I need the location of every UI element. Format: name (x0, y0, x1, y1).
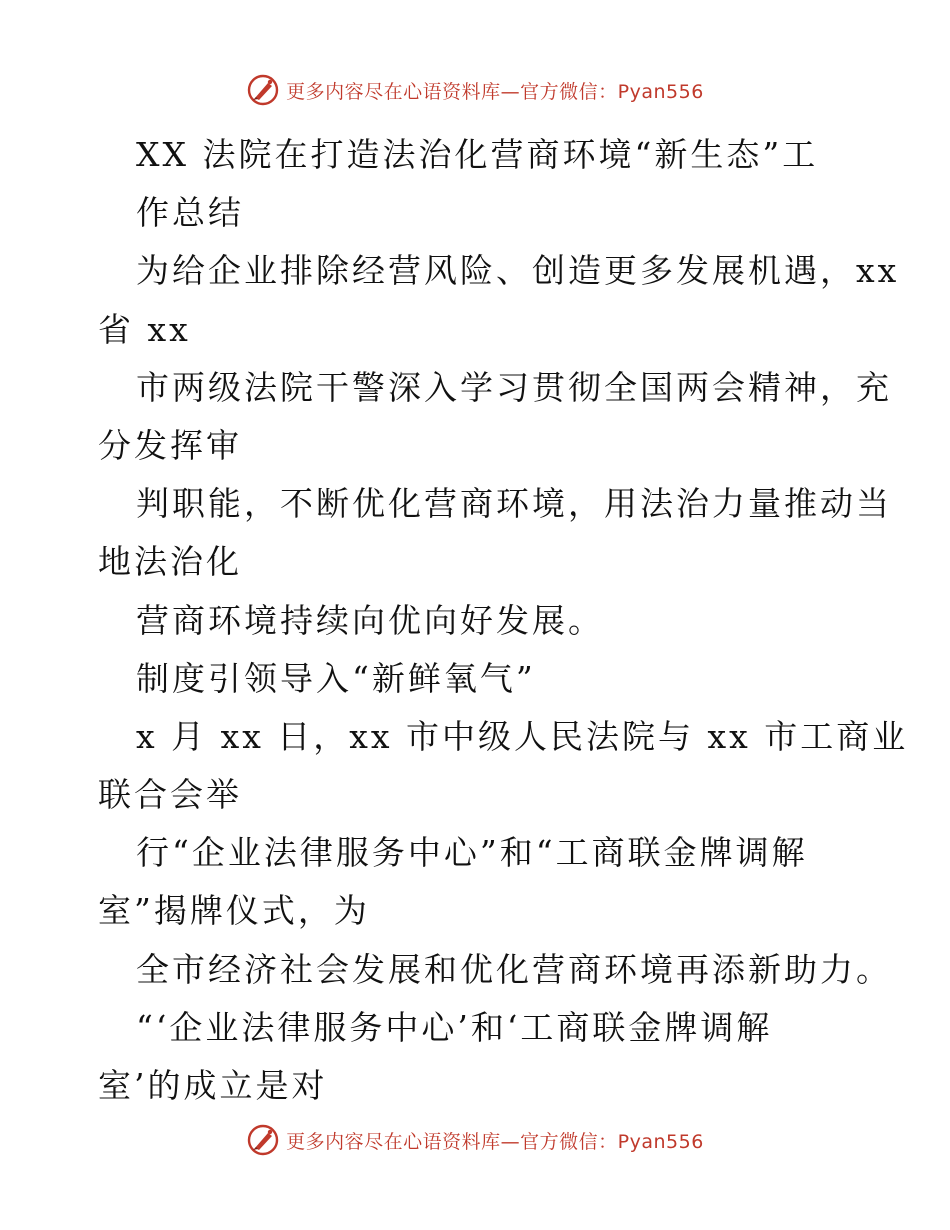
footer-banner (0, 1120, 950, 1160)
paragraph-line: 判职能，不断优化营商环境，用法治力量推动当 (136, 484, 892, 524)
title-line-1: XX 法院在打造法治化营商环境“新生态”工 (136, 135, 819, 174)
banner-text: 更多内容尽在心语资料库—官方微信：Pyan556 (286, 80, 704, 103)
paragraph-line: 为给企业排除经营风险、创造更多发展机遇，xx (136, 251, 900, 291)
paragraph-line: 分发挥审 (98, 425, 242, 465)
header-banner (0, 70, 950, 110)
paragraph-line: 营商环境持续向优向好发展。 (136, 600, 604, 640)
paragraph-line: 室’的成立是对 (98, 1066, 328, 1105)
paragraph-line: “‘企业法律服务中心’和‘工商联金牌调解 (136, 1007, 773, 1047)
title-line-2: 作总结 (136, 193, 244, 233)
paragraph-line: 行“企业法律服务中心”和“工商联金牌调解 (136, 833, 808, 873)
paragraph-line: 市两级法院干警深入学习贯彻全国两会精神，充 (136, 367, 892, 407)
pen-logo-icon (246, 1123, 280, 1157)
paragraph-line: x 月 xx 日，xx 市中级人民法院与 xx 市工商业 (136, 716, 909, 756)
document-body (98, 126, 909, 1115)
paragraph-line: 室”揭牌仪式，为 (98, 891, 370, 931)
paragraph-line: 全市经济社会发展和优化营商环境再添新助力。 (136, 949, 892, 989)
banner-text: 更多内容尽在心语资料库—官方微信：Pyan556 (286, 1130, 704, 1153)
paragraph-line: 联合会举 (98, 775, 242, 815)
pen-logo-icon (246, 73, 280, 107)
paragraph-line: 省 xx (98, 309, 191, 349)
paragraph-line: 地法治化 (98, 542, 242, 582)
section-heading: 制度引领导入“新鲜氧气” (136, 658, 536, 698)
